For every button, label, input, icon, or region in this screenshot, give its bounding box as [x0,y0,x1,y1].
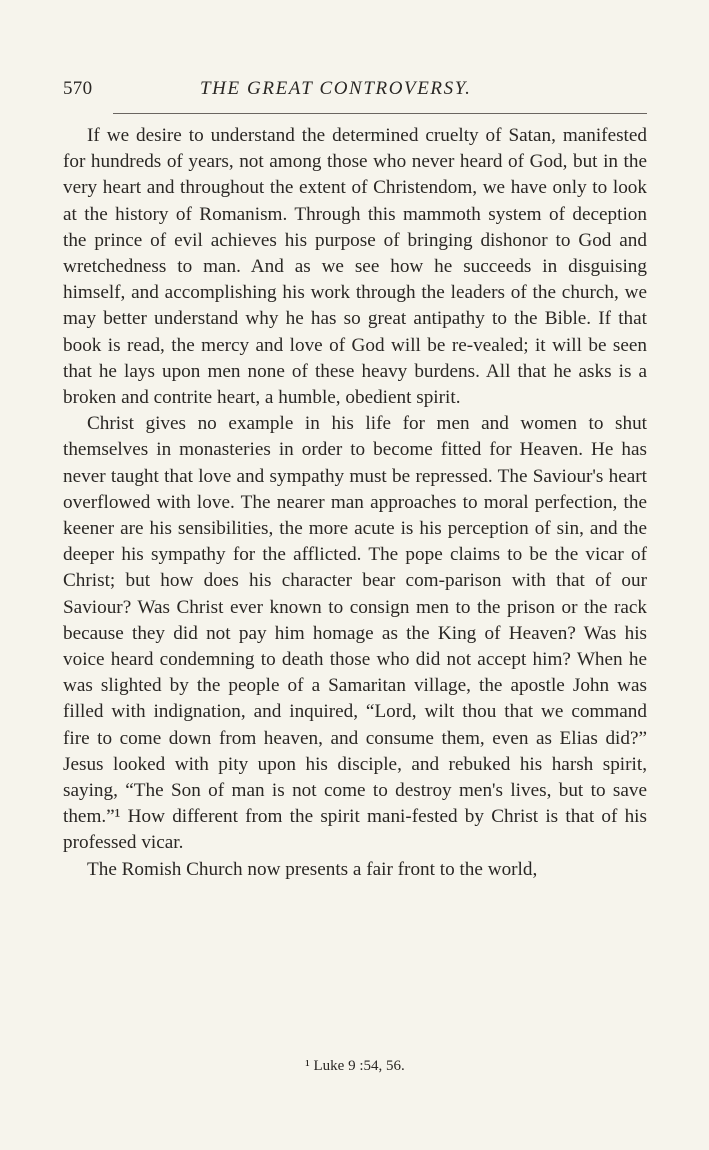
paragraph-romish-church: The Romish Church now presents a fair front to the world, [87,858,538,880]
footnote: ¹ Luke 9 :54, 56. [305,1058,405,1074]
paragraph-christ-example: Christ gives no example in his life for men and women to shut themselves in monasteries in order to become fitted for Heaven. He has never taught that love and sympathy must be repressed. The Saviour's heart overflowed with love. The nearer man approaches to moral perfection, the keener are his sensibilities, the more acute is his perception of sin, and the deeper his sympathy for the afflicted. The pope claims to be the vicar of Christ; but how does his character bear com-parison with that of our Saviour? Was Christ ever known to consign men to the prison or the rack because they did not pay him homage as the King of Heaven? Was his voice heard condemning to death those who did not accept him? When he was slighted by the people of a Samaritan village, the apostle John was filled with indignation, and inquired, “Lord, wilt thou that we command fire to come down from heaven, and consume them, even as Elias did?” Jesus looked with pity upon his disciple, and rebuked his harsh spirit, saying, “The Son of man is not come to destroy men's lives, but to save them.”¹ How different from the spirit mani-fested by Christ is that of his professed vicar. [63,413,647,854]
paragraph-satan-romanism: If we desire to understand the determined cruelty of Satan, manifested for hundreds of years, not among those who never heard of God, but in the very heart and throughout the extent of Christendom, we have only to look at the history of Romanism. Through this mammoth system of deception the prince of evil achieves his purpose of bringing dishonor to God and wretchedness to man. And as we see how he succeeds in disguising himself, and accomplishing his work through the leaders of the church, we may better understand why he has so great antipathy to the Bible. If that book is read, the mercy and love of God will be re-vealed; it will be seen that he lays upon men none of these heavy burdens. All that he asks is a broken and contrite heart, a humble, obedient spirit. [63,125,647,409]
header-rule [113,113,647,114]
page-number: 570 [63,78,93,99]
running-head: THE GREAT CONTROVERSY. [200,78,472,99]
body-text [63,123,647,883]
page-header [63,78,647,106]
book-page [63,0,647,1150]
